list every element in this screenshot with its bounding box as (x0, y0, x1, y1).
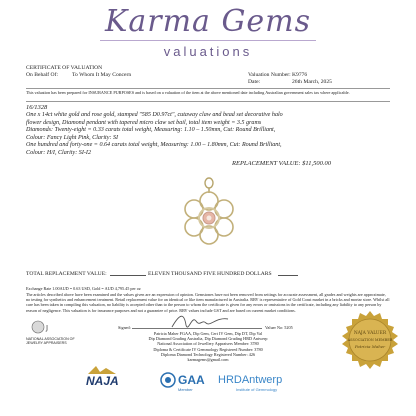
seal-line: ASSOCIATION MEMBER (347, 338, 393, 342)
item-line: Colour: Fancy Light Pink, Clarity: SI (26, 134, 119, 141)
gaa-member-label: Member (178, 387, 193, 392)
divider-notice (26, 101, 390, 102)
total-label: TOTAL REPLACEMENT VALUE: (26, 271, 107, 277)
item-line: Colour: H/I, Clarity: SI-I2 (26, 149, 91, 156)
total-words: ELEVEN THOUSAND FIVE HUNDRED DOLLARS (148, 271, 272, 277)
logo-divider (100, 40, 316, 41)
item-line: flower design, Diamond pendant with tapered micro claw set bail, total item weight = 3.5 grams (26, 119, 262, 126)
credential-line: Diploma & Certificate IV Gemmology Registered Number: 3780 (153, 346, 263, 352)
gaa-emblem-icon (160, 372, 176, 388)
exchange-rate: Exchange Rate 1.00AUD = 0.63 USD, Gold = AUD 4,795.45 per oz (26, 286, 141, 291)
pendant-image (178, 177, 240, 249)
recipient: To Whom It May Concern (72, 72, 132, 78)
svg-text:J: J (46, 324, 49, 332)
credential-line: Diploma Diamond Technology Registered Number: 426 (160, 351, 256, 357)
on-behalf-label: On Behalf Of: (26, 72, 59, 78)
hrd-subtitle: Institute of Gemmology (236, 387, 278, 392)
naja-logo: NAJA (86, 374, 119, 388)
gaa-logo: GAA (178, 373, 205, 387)
signed-label: Signed: (118, 325, 131, 330)
signature (170, 311, 230, 333)
credential-line: karmagems@gmail.com (187, 357, 229, 363)
date-label: Date: (248, 79, 261, 85)
signature-line (132, 328, 262, 329)
item-line: One hundred and forty-one = 0.64 carats total weight, Measuring: 1.00 – 1.80mm, Cut: Round Brilliant, (26, 142, 282, 149)
item-description (26, 112, 396, 158)
credential-line: National Association of Jewellery Appraisers Member: 3780 (157, 341, 259, 347)
valuation-number: K9776 (292, 72, 308, 78)
total-line-right (278, 275, 298, 276)
hrd-logo: HRDAntwerp (218, 374, 283, 386)
gold-seal-icon (340, 310, 400, 370)
valuation-number-label: Valuation Number: (248, 72, 291, 78)
brand-logo-subtitle: valuations (163, 44, 253, 59)
credentials (120, 331, 296, 362)
association-emblem-icon (30, 318, 60, 336)
valuer-number: Valuer No: 5205 (265, 325, 293, 330)
credential-line: Patricia Maher FGAA, Dip Gem, Cert IV Gem, Dip DT, Dip Val (153, 331, 263, 336)
brand-logo-script: Karma Gems (104, 4, 312, 39)
divider-top (26, 88, 390, 89)
date-value: 26th March, 2025 (292, 79, 332, 85)
credential-line: Dip Diamond Grading Australia, Dip Diamond Grading HRD Antwerp (148, 336, 268, 342)
replacement-value: REPLACEMENT VALUE: $11,500.00 (232, 160, 331, 167)
certificate-title: CERTIFICATE OF VALUATION (26, 65, 103, 71)
total-line-left (110, 275, 146, 276)
seal-line: Patricia Maher (354, 344, 386, 349)
association-name: NATIONAL ASSOCIATION OF JEWELRY APPRAISERS (26, 337, 75, 346)
disclaimer: The articles described above have been examined and the values given are an expression of opinion. Gemstones have not been removed from settings for accurate assessment, all grades and weights are approximate, no testing for synthetics and enhancement treatment. Retail replacement value for an identical or like item manufactured in Australia. RRV is representative of Gold Coast market in a bricks and mortar store. Whilst all care has been taken in compiling this valuation, no liability is accepted other than to the person to whom the certificate is given for any errors or omissions in the certificate, including any liability to any person by reason of negligence. This valuation is for insurance purposes and not a guarantee of price. RRV values include GST and are based on current market conditions. (26, 292, 390, 313)
insurance-notice: This valuation has been prepared for INSURANCE PURPOSES and is based on a valuation of the item at the above mentioned date including Australian government sales tax where applicable. (26, 90, 350, 95)
item-line: One x 14ct white gold and rose gold, stamped "585 D0.97ct", cutaway claw and bead set decorative halo (26, 112, 283, 118)
item-line: Diamonds: Twenty-eight = 0.33 carats total weight, Measuring: 1.10 – 1.50mm, Cut: Round Brilliant, (26, 127, 276, 134)
seal-line: NAJA VALUER (353, 331, 387, 336)
item-reference: 16/1328 (26, 104, 48, 111)
